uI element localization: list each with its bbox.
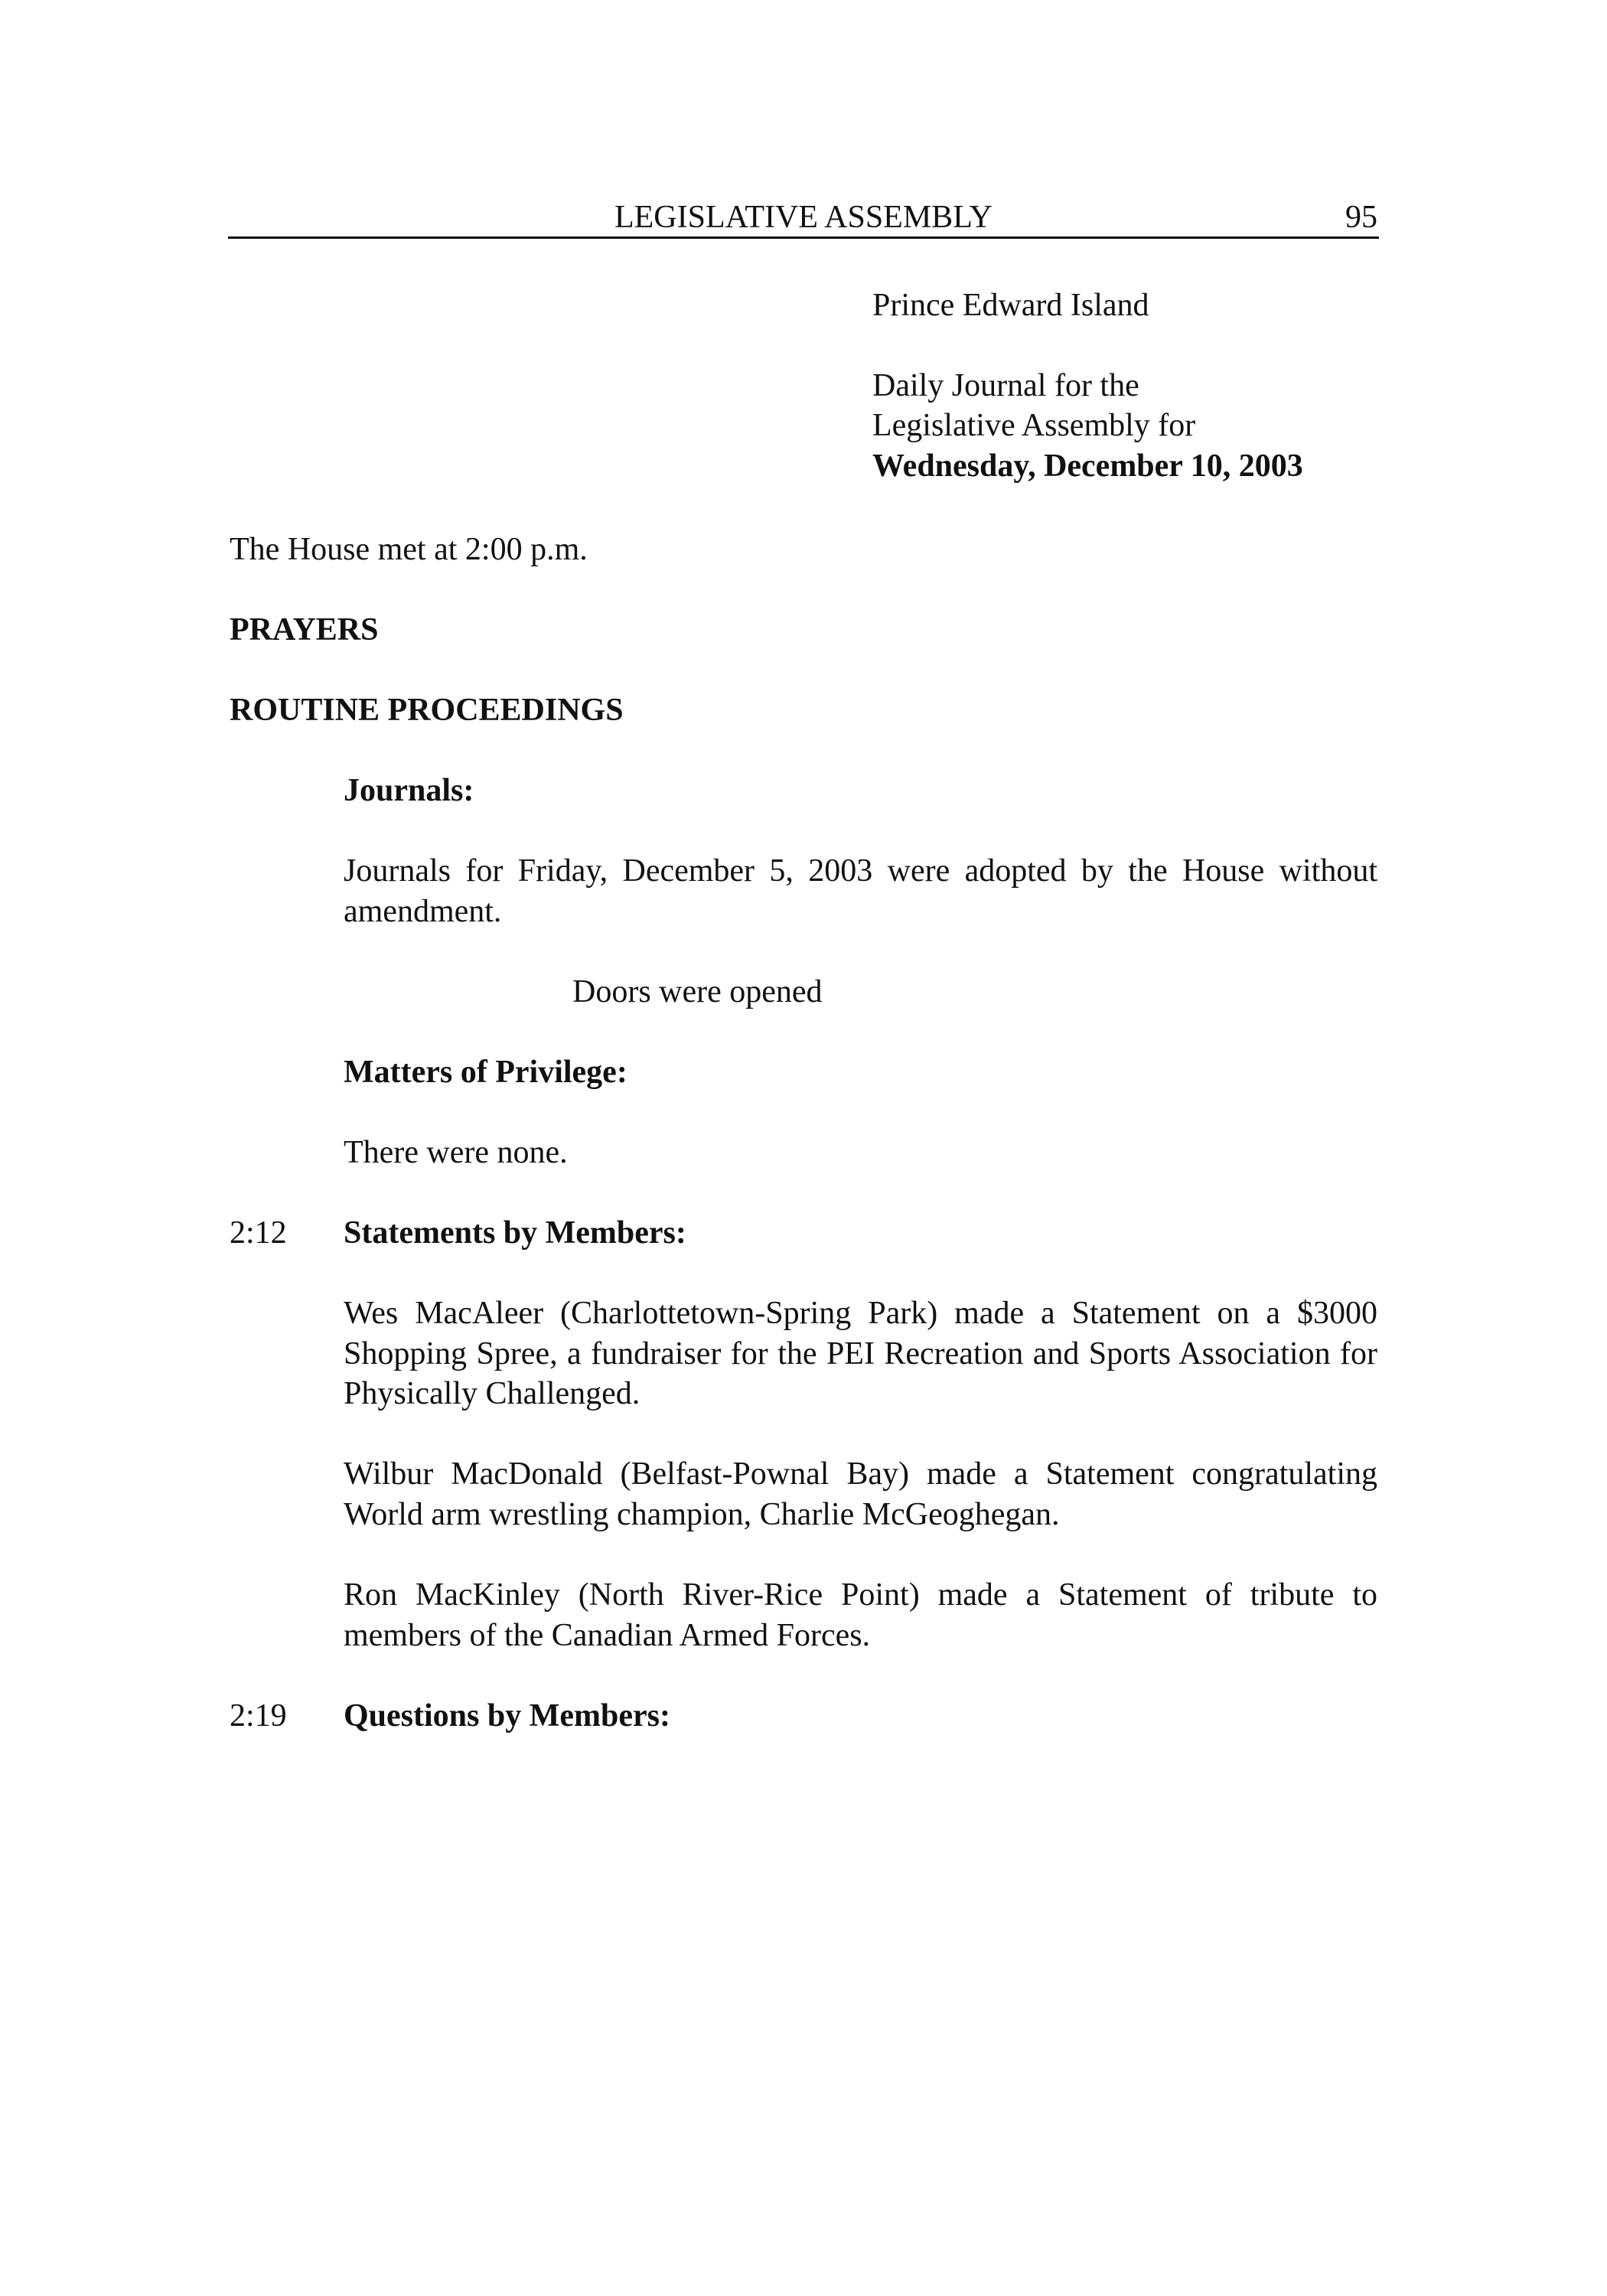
house-met-text: The House met at 2:00 p.m. xyxy=(230,532,588,567)
questions-time: 2:19 xyxy=(230,1698,287,1733)
prayers-heading: PRAYERS xyxy=(230,612,379,647)
routine-proceedings-heading: ROUTINE PROCEEDINGS xyxy=(230,693,624,728)
statement-item: Ron MacKinley (North River-Rice Point) made a Statement of tribute to members of the Canadian Armed Forces. xyxy=(344,1577,1377,1653)
privilege-heading: Matters of Privilege: xyxy=(344,1055,627,1090)
statement-item: Wilbur MacDonald (Belfast-Pownal Bay) made a Statement congratulating World arm wrestling champion, Charlie McGeoghegan. xyxy=(344,1456,1377,1532)
page-number: 95 xyxy=(1345,200,1377,235)
privilege-text: There were none. xyxy=(344,1135,568,1170)
statements-time: 2:12 xyxy=(230,1215,287,1251)
province-name: Prince Edward Island xyxy=(872,288,1149,323)
running-header-title: LEGISLATIVE ASSEMBLY xyxy=(614,200,993,235)
statement-item: Wes MacAleer (Charlottetown-Spring Park) made a Statement on a $3000 Shopping Spree, a fundraiser for the PEI Recreation and Sports Association for Physically Challenged. xyxy=(344,1296,1377,1411)
questions-heading: Questions by Members: xyxy=(344,1698,670,1733)
journal-title-line-2: Legislative Assembly for xyxy=(872,408,1196,443)
doors-opened-note: Doors were opened xyxy=(572,974,823,1009)
journals-text: Journals for Friday, December 5, 2003 were adopted by the House without amendment. xyxy=(344,853,1377,929)
journals-heading: Journals: xyxy=(344,773,474,808)
journal-title-line-1: Daily Journal for the xyxy=(872,368,1139,403)
journal-date: Wednesday, December 10, 2003 xyxy=(872,448,1303,484)
header-rule xyxy=(228,236,1379,239)
statements-heading: Statements by Members: xyxy=(344,1215,686,1251)
